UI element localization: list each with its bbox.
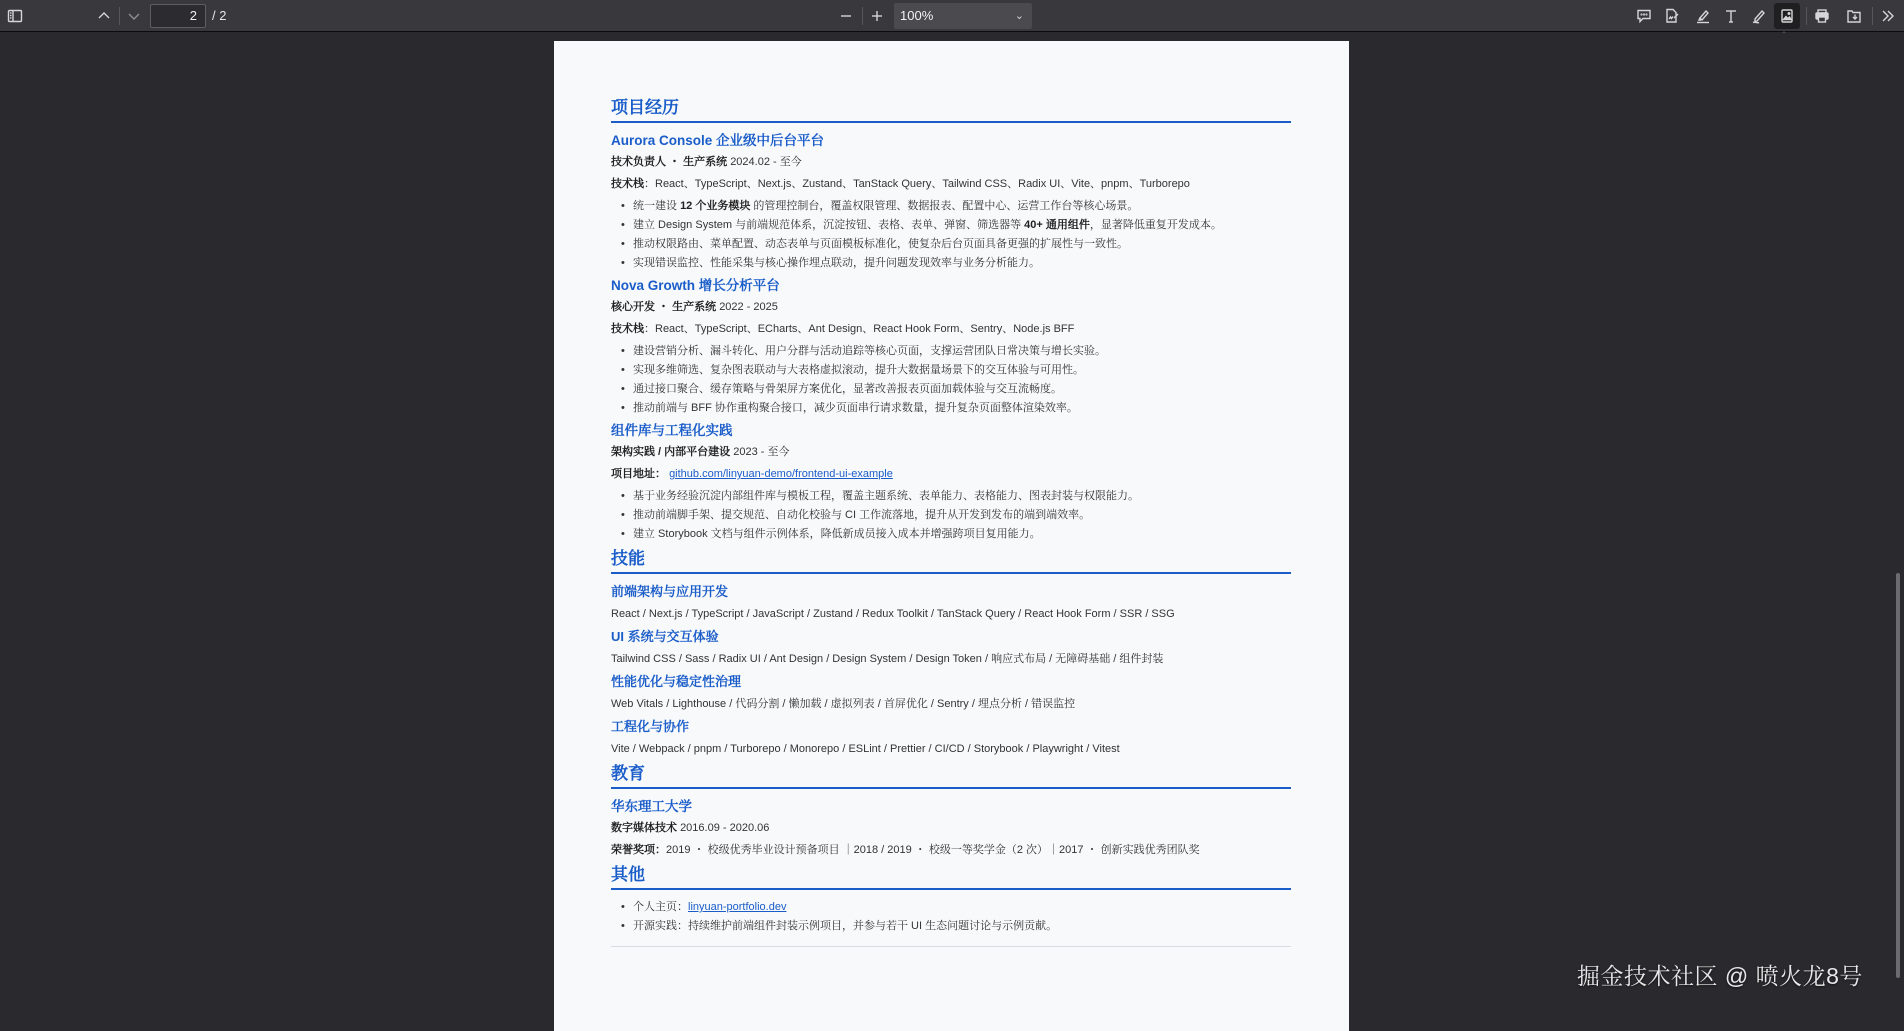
education-section bbox=[611, 763, 1291, 858]
chevron-down-icon: ⌄ bbox=[1014, 10, 1024, 22]
toolbar-divider bbox=[1872, 7, 1873, 25]
project-item bbox=[611, 422, 1291, 542]
document-viewer[interactable] bbox=[0, 33, 1904, 1016]
text-icon bbox=[1723, 8, 1739, 24]
next-page-button[interactable] bbox=[121, 3, 147, 29]
project-role: 架构实践 / 内部平台建设 bbox=[611, 446, 731, 458]
project-role: 技术负责人 ・ 生产系统 bbox=[611, 156, 728, 168]
chevron-up-icon bbox=[96, 8, 112, 24]
comment-button[interactable] bbox=[1631, 3, 1657, 29]
project-title: 组件库与工程化实践 bbox=[611, 423, 733, 438]
page-number-input[interactable]: 2 bbox=[150, 4, 206, 28]
project-bullets bbox=[621, 488, 1291, 542]
other-bullets bbox=[621, 899, 1291, 934]
honors-label: 荣誉奖项： bbox=[611, 844, 666, 856]
chevron-down-icon bbox=[126, 8, 142, 24]
project-title: Nova Growth 增长分析平台 bbox=[611, 278, 780, 293]
skill-group-title: 工程化与协作 bbox=[611, 719, 690, 734]
signature-icon bbox=[1664, 8, 1680, 24]
double-chevron-right-icon bbox=[1880, 8, 1896, 24]
other-section bbox=[611, 864, 1291, 947]
toolbar-divider bbox=[119, 7, 120, 25]
list-item: • 建立 Storybook 文档与组件示例体系，降低新成员接入成本并增强跨项目复用能力。 bbox=[621, 526, 1291, 542]
stack-label: 技术栈 bbox=[611, 178, 644, 190]
skill-group-text: React / Next.js / TypeScript / JavaScript / Zustand / Redux Toolkit / TanStack Query / React Hook Form / SSR / SSG bbox=[611, 608, 1175, 620]
project-period: 2024.02 - 至今 bbox=[730, 156, 802, 168]
list-item: • 基于业务经验沉淀内部组件库与模板工程，覆盖主题系统、表单能力、表格能力、图表封装与权限能力。 bbox=[621, 488, 1291, 504]
skill-group-text: Web Vitals / Lighthouse / 代码分割 / 懒加载 / 虚拟列表 / 首屏优化 / Sentry / 埋点分析 / 错误监控 bbox=[611, 698, 1076, 710]
sidebar-toggle-button[interactable] bbox=[2, 3, 28, 29]
list-item: • 实现错误监控、性能采集与核心操作埋点联动，提升问题发现效率与业务分析能力。 bbox=[621, 255, 1291, 271]
education-period: 2016.09 - 2020.06 bbox=[680, 822, 770, 834]
project-meta bbox=[611, 299, 1291, 315]
zoom-out-button[interactable] bbox=[833, 3, 859, 29]
comment-icon bbox=[1636, 8, 1652, 24]
highlight-button[interactable] bbox=[1690, 3, 1716, 29]
more-tools-button[interactable] bbox=[1875, 3, 1901, 29]
homepage-link[interactable]: linyuan-portfolio.dev bbox=[688, 901, 787, 913]
project-meta bbox=[611, 444, 1291, 460]
honors-row bbox=[611, 842, 1291, 858]
list-item bbox=[621, 899, 1291, 915]
skill-group-title: UI 系统与交互体验 bbox=[611, 629, 719, 644]
school-name: 华东理工大学 bbox=[611, 799, 692, 814]
section-title: 项目经历 bbox=[611, 97, 1291, 123]
stack-label: 技术栈 bbox=[611, 323, 644, 335]
project-period: 2022 - 2025 bbox=[719, 301, 778, 313]
section-title: 教育 bbox=[611, 763, 1291, 789]
pen-icon bbox=[1751, 8, 1767, 24]
project-role: 核心开发 ・ 生产系统 bbox=[611, 301, 717, 313]
list-item: • 推动前端脚手架、提交规范、自动化校验与 CI 工作流落地，提升从开发到发布的端到端效率。 bbox=[621, 507, 1291, 523]
skill-group-text: Vite / Webpack / pnpm / Turborepo / Monorepo / ESLint / Prettier / CI/CD / Storybook / Playwright / Vitest bbox=[611, 743, 1120, 755]
homepage-label: 个人主页： bbox=[633, 901, 688, 913]
list-item: • 推动前端与 BFF 协作重构聚合接口，减少页面串行请求数量，提升复杂页面整体渲染效率。 bbox=[621, 400, 1291, 416]
project-bullets bbox=[621, 198, 1291, 271]
list-item: • 通过接口聚合、缓存策略与骨架屏方案优化，显著改善报表页面加载体验与交互流畅度。 bbox=[621, 381, 1291, 397]
print-button[interactable] bbox=[1809, 3, 1835, 29]
sidebar-icon bbox=[7, 8, 23, 24]
project-link[interactable]: github.com/linyuan-demo/frontend-ui-example bbox=[669, 468, 893, 480]
previous-page-button[interactable] bbox=[91, 3, 117, 29]
signature-button[interactable] bbox=[1659, 3, 1685, 29]
skill-group-title: 前端架构与应用开发 bbox=[611, 584, 729, 599]
plus-icon bbox=[869, 8, 885, 24]
list-item: • 推动权限路由、菜单配置、动态表单与页面模板标准化，使复杂后台页面具备更强的扩展性与一致性。 bbox=[621, 236, 1291, 252]
stack-value: ：React、TypeScript、Next.js、Zustand、TanStack Query、Tailwind CSS、Radix UI、Vite、pnpm、Turborepo bbox=[644, 178, 1190, 190]
section-title: 其他 bbox=[611, 864, 1291, 890]
minus-icon bbox=[838, 8, 854, 24]
project-title: Aurora Console 企业级中后台平台 bbox=[611, 133, 825, 148]
project-stack bbox=[611, 321, 1291, 337]
zoom-select[interactable] bbox=[894, 3, 1032, 29]
vertical-scrollbar[interactable] bbox=[1896, 573, 1900, 978]
pdf-page bbox=[554, 41, 1349, 1031]
highlighter-icon bbox=[1695, 8, 1711, 24]
list-item: • 统一建设 12 个业务模块 的管理控制台，覆盖权限管理、数据报表、配置中心、运营工作台等核心场景。 bbox=[621, 198, 1291, 214]
page-total: / 2 bbox=[212, 8, 227, 23]
stack-value: ：React、TypeScript、ECharts、Ant Design、React Hook Form、Sentry、Node.js BFF bbox=[644, 323, 1075, 335]
download-icon bbox=[1846, 8, 1862, 24]
skills-section bbox=[611, 548, 1291, 757]
image-icon bbox=[1779, 8, 1795, 24]
honors-text: 2019 ・ 校级优秀毕业设计预备项目 ｜2018 / 2019 ・ 校级一等奖学金（2 次）｜2017 ・ 创新实践优秀团队奖 bbox=[666, 844, 1200, 856]
zoom-in-button[interactable] bbox=[864, 3, 890, 29]
list-item: • 开源实践：持续维护前端组件封装示例项目，并参与若干 UI 生态问题讨论与示例贡献。 bbox=[621, 918, 1291, 934]
toolbar-divider bbox=[1806, 7, 1807, 25]
project-bullets bbox=[621, 343, 1291, 416]
education-meta bbox=[611, 820, 1291, 836]
divider bbox=[611, 946, 1291, 947]
pdf-toolbar bbox=[0, 0, 1904, 32]
add-image-button[interactable] bbox=[1774, 3, 1800, 29]
list-item: • 实现多维筛选、复杂图表联动与大表格虚拟滚动，提升大数据量场景下的交互体验与可用性。 bbox=[621, 362, 1291, 378]
project-link-row bbox=[611, 466, 1291, 482]
draw-button[interactable] bbox=[1746, 3, 1772, 29]
list-item: • 建立 Design System 与前端规范体系，沉淀按钮、表格、表单、弹窗、筛选器等 40+ 通用组件，显著降低重复开发成本。 bbox=[621, 217, 1291, 233]
printer-icon bbox=[1814, 8, 1830, 24]
watermark: 掘金技术社区 @ 喷火龙8号 bbox=[1577, 963, 1863, 989]
save-button[interactable] bbox=[1841, 3, 1867, 29]
skill-group-text: Tailwind CSS / Sass / Radix UI / Ant Design / Design System / Design Token / 响应式布局 / 无障碍基础 / 组件封装 bbox=[611, 653, 1164, 665]
project-item bbox=[611, 132, 1291, 271]
toolbar-divider bbox=[862, 7, 863, 25]
projects-section bbox=[611, 97, 1291, 542]
project-period: 2023 - 至今 bbox=[733, 446, 790, 458]
project-stack bbox=[611, 176, 1291, 192]
project-meta bbox=[611, 154, 1291, 170]
resume-content bbox=[611, 97, 1291, 953]
text-tool-button[interactable] bbox=[1718, 3, 1744, 29]
link-label: 项目地址： bbox=[611, 468, 666, 480]
skill-group-title: 性能优化与稳定性治理 bbox=[611, 674, 742, 689]
project-item bbox=[611, 277, 1291, 416]
section-title: 技能 bbox=[611, 548, 1291, 574]
major: 数字媒体技术 bbox=[611, 822, 677, 834]
zoom-level: 100% bbox=[900, 8, 934, 23]
list-item: • 建设营销分析、漏斗转化、用户分群与活动追踪等核心页面，支撑运营团队日常决策与增长实验。 bbox=[621, 343, 1291, 359]
